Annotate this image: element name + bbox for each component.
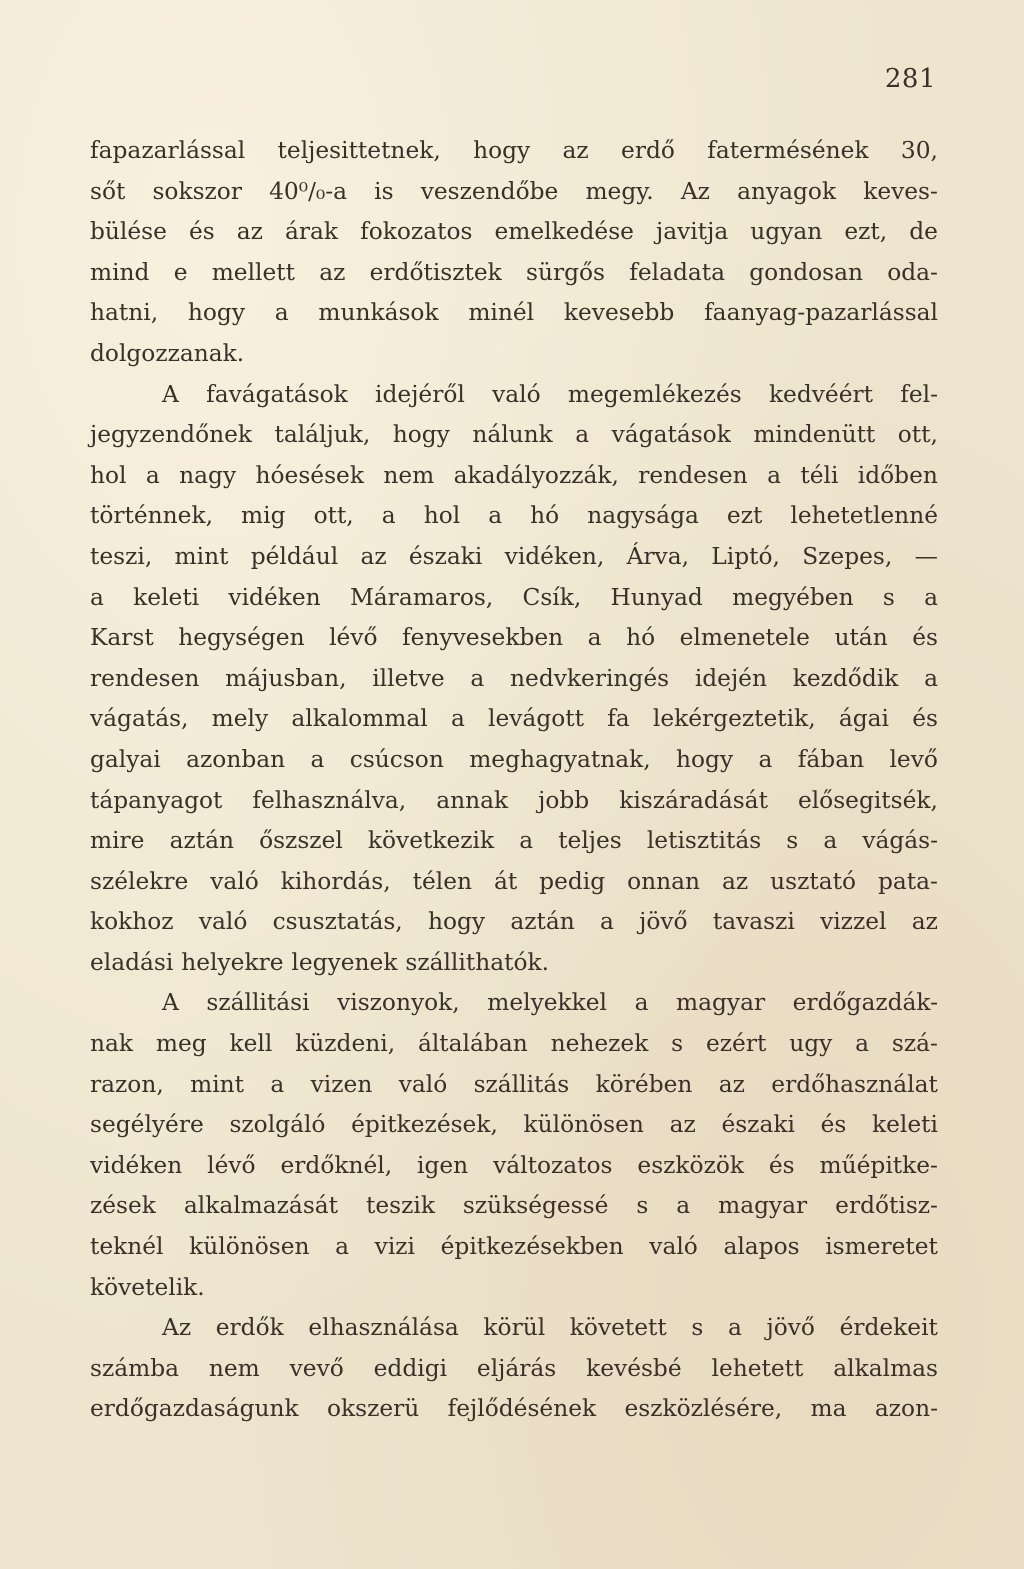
word: ma	[810, 1395, 847, 1423]
word: teljesittetnek,	[277, 137, 441, 164]
word: kiszáradását	[619, 786, 768, 814]
word: ott,	[313, 502, 354, 530]
word: nehezek	[550, 1030, 649, 1058]
word: erdőhasználat	[771, 1070, 938, 1098]
word: javitja	[656, 218, 729, 246]
word: megemlékezés	[567, 380, 742, 408]
word: a	[855, 1030, 870, 1058]
text-line	[90, 496, 938, 537]
text-line	[90, 740, 938, 781]
text-line	[90, 1146, 938, 1187]
word: pedig	[539, 867, 606, 895]
word: Csík,	[522, 583, 582, 611]
text-line	[90, 212, 938, 253]
word: idején	[694, 664, 767, 692]
word: mint	[190, 1070, 245, 1098]
word: a	[381, 502, 396, 530]
text-line	[90, 1389, 938, 1430]
text-line	[90, 659, 938, 700]
word: az	[562, 137, 589, 164]
word: is	[374, 177, 394, 205]
word: szállitási	[206, 989, 310, 1017]
word: de	[909, 218, 938, 246]
word: mindenütt	[753, 421, 876, 449]
word: —	[914, 542, 938, 570]
word: 30,	[900, 137, 938, 164]
word: fel-	[900, 380, 938, 408]
word: az	[669, 1111, 696, 1139]
word: nálunk	[472, 421, 553, 449]
word: kokhoz	[90, 908, 174, 936]
word: s	[882, 583, 895, 611]
page-number: 281	[884, 64, 936, 94]
word: igen	[417, 1151, 469, 1179]
word: tavaszi	[712, 908, 795, 936]
word: nedvkeringés	[510, 664, 670, 692]
word: hol	[423, 502, 461, 530]
word: fenyvesekben	[402, 624, 564, 652]
word: követelik.	[90, 1273, 205, 1301]
word: alkalmas	[833, 1354, 938, 1382]
word: és	[912, 624, 938, 652]
text-line	[90, 1186, 938, 1227]
word: hol	[90, 461, 127, 489]
word: razon,	[90, 1070, 164, 1098]
word: aztán	[510, 908, 575, 936]
word: kezdődik	[792, 664, 899, 692]
word: mire	[90, 827, 145, 855]
word: aztán	[169, 827, 234, 855]
word: érdekeit	[839, 1314, 938, 1342]
word: dolgozzanak.	[90, 339, 245, 367]
word: lévő	[329, 624, 378, 652]
word: például	[250, 542, 339, 570]
word: veszendőbe	[420, 177, 559, 205]
word: szélekre	[90, 867, 189, 895]
word: épitkezések,	[351, 1111, 498, 1139]
word: meg	[155, 1030, 207, 1058]
word: fapazarlással	[90, 137, 246, 164]
word: a	[676, 1192, 691, 1220]
word: helyekre	[181, 948, 284, 976]
text-line	[90, 983, 938, 1024]
word: hogy	[676, 745, 734, 773]
word: eljárás	[476, 1354, 557, 1382]
word: a	[600, 908, 614, 936]
word: az	[236, 218, 263, 246]
word: legyenek	[291, 948, 398, 976]
word: erdőgazdák-	[792, 989, 938, 1017]
word: számba	[90, 1354, 180, 1382]
word: levágott	[488, 705, 584, 733]
text-line	[90, 1349, 938, 1390]
word: és	[188, 218, 215, 246]
text-line	[90, 578, 938, 619]
text-line	[90, 1065, 938, 1106]
word: a	[823, 827, 838, 855]
word: jövő	[766, 1314, 815, 1342]
word: Árva,	[626, 542, 689, 570]
word: jobb	[538, 786, 590, 814]
word: a	[488, 502, 503, 530]
word: oda-	[887, 258, 938, 286]
word: vágatás,	[90, 705, 189, 733]
word: kihordás,	[280, 867, 391, 895]
word: sőt	[90, 177, 126, 205]
word: mint	[174, 542, 229, 570]
word: a	[924, 583, 938, 611]
word: a	[758, 745, 773, 773]
word: történnek,	[90, 502, 213, 530]
word: ezt	[726, 502, 763, 530]
word: s	[786, 827, 799, 855]
word: bülése	[90, 218, 167, 246]
word: eladási	[90, 948, 174, 976]
word: vizzel	[820, 908, 887, 936]
word: e	[173, 258, 188, 286]
text-line	[90, 1308, 938, 1349]
word: pata-	[877, 867, 938, 895]
word: elhasználása	[308, 1314, 459, 1342]
word: a	[335, 1233, 350, 1261]
word: való	[198, 908, 248, 936]
word: levő	[889, 745, 938, 773]
word: különösen	[189, 1233, 310, 1261]
word: erdőtisz-	[835, 1192, 938, 1220]
word: teknél	[90, 1233, 164, 1261]
word: vizi	[374, 1233, 415, 1261]
word: erdők	[215, 1314, 284, 1342]
word: rendesen	[638, 461, 748, 489]
word: a	[519, 827, 534, 855]
word: és	[820, 1111, 847, 1139]
word: különösen	[523, 1111, 644, 1139]
word: a	[270, 1070, 285, 1098]
word: a	[575, 421, 590, 449]
word: ismeretet	[825, 1233, 938, 1261]
word: eszközök	[637, 1151, 744, 1179]
word: vidéken	[90, 1151, 183, 1179]
word: sokszor	[152, 177, 242, 205]
word: műépitke-	[819, 1151, 938, 1179]
word: kell	[229, 1030, 273, 1058]
text-line	[90, 253, 938, 294]
word: változatos	[493, 1151, 613, 1179]
word: az	[722, 867, 749, 895]
text-line	[90, 618, 938, 659]
word: ezt,	[844, 218, 888, 246]
word: emelkedése	[494, 218, 634, 246]
word: lehetetlenné	[790, 502, 938, 530]
word: teszi,	[90, 542, 153, 570]
word: hogy	[427, 908, 486, 936]
word: való	[398, 1070, 448, 1098]
word: szállitás	[473, 1070, 570, 1098]
word: való	[492, 380, 541, 408]
word: akadályozzák,	[453, 461, 619, 489]
text-line	[90, 131, 938, 172]
text-line	[90, 334, 938, 375]
word: csúcson	[349, 745, 444, 773]
word: lekérgeztetik,	[652, 705, 816, 733]
word: segélyére	[90, 1111, 204, 1139]
word: ott,	[897, 421, 938, 449]
text-line	[90, 1227, 938, 1268]
word: Hunyad	[610, 583, 703, 611]
word: meghagyatnak,	[469, 745, 651, 773]
word: őszszel	[259, 827, 343, 855]
text-line	[90, 415, 938, 456]
word: ugy	[789, 1030, 833, 1058]
body-text	[90, 131, 938, 1430]
text-line	[90, 699, 938, 740]
word: a	[90, 583, 104, 611]
word: vágatások	[611, 421, 731, 449]
word: okszerü	[326, 1395, 420, 1423]
word: körében	[595, 1070, 693, 1098]
text-line	[90, 1024, 938, 1065]
word: elmenetele	[679, 624, 810, 652]
word: követett	[569, 1314, 667, 1342]
word: való	[210, 867, 259, 895]
word: ugyan	[750, 218, 823, 246]
word: s	[671, 1030, 684, 1058]
word: a	[145, 461, 160, 489]
word: a	[310, 745, 325, 773]
word: fában	[797, 745, 865, 773]
word: nem	[383, 461, 435, 489]
word: hogy	[473, 137, 531, 164]
word: következik	[367, 827, 495, 855]
word: gondosan	[749, 258, 863, 286]
word: való	[649, 1233, 698, 1261]
word: északi	[721, 1111, 795, 1139]
text-line	[90, 172, 938, 213]
word: keleti	[872, 1111, 938, 1139]
word: kedvéért	[768, 380, 873, 408]
word: munkások	[318, 299, 439, 327]
word: teszik	[365, 1192, 435, 1220]
word: körül	[483, 1314, 546, 1342]
text-line	[90, 456, 938, 497]
text-line	[90, 293, 938, 334]
word: a	[470, 664, 485, 692]
word: viszonyok,	[337, 989, 460, 1017]
text-line	[90, 862, 938, 903]
word: szükségessé	[462, 1192, 609, 1220]
word: eddigi	[373, 1354, 448, 1382]
word: anyagok	[737, 177, 837, 205]
word: fokozatos	[360, 218, 473, 246]
word: hogy	[187, 299, 245, 327]
word: usztató	[770, 867, 856, 895]
word: ezért	[705, 1030, 767, 1058]
word: mely	[211, 705, 269, 733]
text-line	[90, 537, 938, 578]
word: mind	[90, 258, 150, 286]
word: minél	[468, 299, 535, 327]
word: a	[767, 461, 781, 489]
word: májusban,	[225, 664, 347, 692]
word: keleti	[133, 583, 200, 611]
word: a	[450, 705, 465, 733]
text-line	[90, 1268, 938, 1309]
word: Az	[162, 1314, 192, 1342]
word: Karst	[90, 624, 154, 652]
word: és	[768, 1151, 795, 1179]
word: favágatások	[206, 380, 348, 408]
word: árak	[285, 218, 339, 246]
word: szállithatók.	[405, 948, 549, 976]
word: téli	[800, 461, 839, 489]
word: felhasználva,	[252, 786, 407, 814]
word: s	[636, 1192, 649, 1220]
word: vidéken	[228, 583, 321, 611]
word: nak	[90, 1030, 134, 1058]
word: a	[587, 624, 602, 652]
word: mellett	[211, 258, 295, 286]
word: alkalmazását	[183, 1192, 339, 1220]
word: fejlődésének	[447, 1395, 597, 1423]
word: lehetett	[711, 1354, 804, 1382]
word: teljes	[558, 827, 622, 855]
word: mig	[241, 502, 286, 530]
word: melyekkel	[487, 989, 607, 1017]
word: eszközlésére,	[624, 1395, 783, 1423]
word: fatermésének	[707, 137, 869, 164]
word: télen	[412, 867, 472, 895]
word: feladata	[629, 258, 726, 286]
word: küzdeni,	[295, 1030, 396, 1058]
word: hóesések	[255, 461, 364, 489]
word: az	[718, 1070, 745, 1098]
word: vizen	[310, 1070, 373, 1098]
text-line	[90, 375, 938, 416]
text-line	[90, 781, 938, 822]
word: északi	[408, 542, 483, 570]
text-line	[90, 902, 938, 943]
word: az	[360, 542, 387, 570]
word: hó	[626, 624, 656, 652]
word: ágai	[838, 705, 890, 733]
text-line	[90, 821, 938, 862]
word: nagy	[179, 461, 237, 489]
word: annak	[436, 786, 509, 814]
word: időben	[857, 461, 938, 489]
word: faanyag-pazarlással	[704, 299, 938, 327]
word: A	[162, 380, 179, 408]
word: át	[493, 867, 518, 895]
word: szá-	[891, 1030, 938, 1058]
word: A	[162, 989, 179, 1017]
word: Az	[680, 177, 710, 205]
word: erdőknél,	[280, 1151, 393, 1179]
word: erdőtisztek	[369, 258, 502, 286]
word: épitkezésekben	[440, 1233, 624, 1261]
word: a	[924, 664, 938, 692]
word: alkalommal	[291, 705, 428, 733]
word: hegységen	[178, 624, 305, 652]
word: hogy	[392, 421, 450, 449]
word: 40⁰/₀-a	[269, 177, 348, 205]
word: Máramaros,	[349, 583, 494, 611]
word: sürgős	[526, 258, 605, 286]
word: Szepes,	[802, 542, 893, 570]
word: tápanyagot	[90, 786, 223, 814]
word: erdő	[621, 137, 675, 164]
word: fa	[607, 705, 630, 733]
word: vágás-	[862, 827, 938, 855]
word: keves-	[863, 177, 938, 205]
word: illetve	[372, 664, 445, 692]
word: letisztitás	[646, 827, 762, 855]
word: vidéken,	[504, 542, 605, 570]
word: kevésbé	[586, 1354, 682, 1382]
word: szolgáló	[229, 1111, 326, 1139]
word: magyar	[718, 1192, 808, 1220]
word: erdőgazdaságunk	[90, 1395, 299, 1423]
word: kevesebb	[563, 299, 675, 327]
word: hó	[530, 502, 560, 530]
word: megyében	[732, 583, 854, 611]
word: után	[834, 624, 888, 652]
word: zések	[90, 1192, 156, 1220]
word: általában	[417, 1030, 528, 1058]
word: alapos	[723, 1233, 800, 1261]
word: a	[274, 299, 289, 327]
word: galyai	[90, 745, 161, 773]
text-line	[90, 1105, 938, 1146]
word: az	[911, 908, 938, 936]
word: hatni,	[90, 299, 159, 327]
word: azon-	[874, 1395, 938, 1423]
word: csusztatás,	[272, 908, 403, 936]
word: nem	[208, 1354, 260, 1382]
word: megy.	[585, 177, 654, 205]
word: Liptó,	[711, 542, 780, 570]
word: jövő	[639, 908, 688, 936]
word: magyar	[676, 989, 766, 1017]
word: onnan	[627, 867, 701, 895]
word: rendesen	[90, 664, 200, 692]
word: vevő	[289, 1354, 344, 1382]
word: az	[319, 258, 346, 286]
word: elősegitsék,	[797, 786, 938, 814]
word: idejéről	[375, 380, 465, 408]
word: találjuk,	[274, 421, 371, 449]
word: s	[691, 1314, 704, 1342]
word: azonban	[186, 745, 286, 773]
word: a	[634, 989, 649, 1017]
text-line	[90, 943, 938, 984]
word: jegyzendőnek	[90, 421, 252, 449]
word: a	[727, 1314, 742, 1342]
word: nagysága	[587, 502, 699, 530]
word: lévő	[207, 1151, 256, 1179]
word: és	[912, 705, 938, 733]
